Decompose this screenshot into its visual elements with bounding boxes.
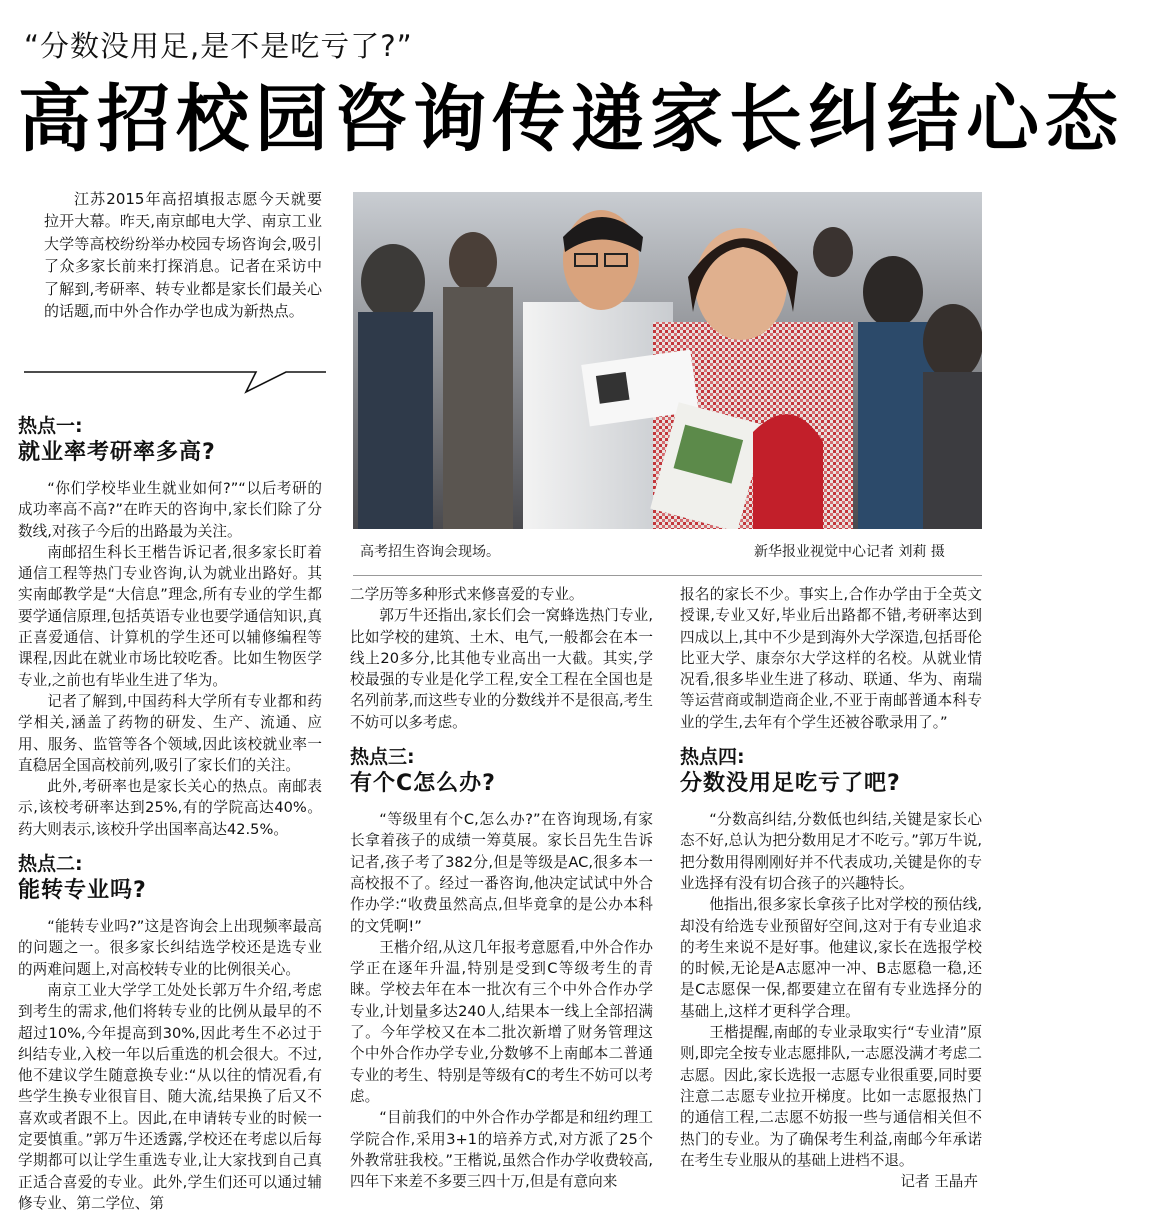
section-3-title: 有个C怎么办? [350,771,496,797]
paragraph: 他指出,很多家长拿孩子比对学校的预估线,却没有给选专业预留好空间,这对于有专业追求的考生来说不是好事。他建议,家长在选报学校的时候,无论是A志愿冲一冲、B志愿稳一稳,还是C志愿保一保,都要建立在留有专业选择分的基础上,这样才更科学合理。 [680,896,982,1020]
section-1-title: 就业率考研率多高? [18,440,216,465]
section-4-title: 分数没用足吃亏了吧? [680,771,901,797]
speech-bubble-divider [24,358,330,398]
paragraph: 南邮招生科长王楷告诉记者,很多家长盯着通信工程等热门专业咨询,认为就业出路好。其实南邮教学是“大信息”理念,所有专业的学生都要学通信原理,包括英语专业也要学通信知识,真正喜爱通信、计算机的学生还可以辅修编程等课程,因此在就业市场比较吃香。比如生物医学专业,之前也有毕业生进了华为。 [18,543,322,689]
paragraph: 二学历等多种形式来修喜爱的专业。 [350,586,584,603]
section-1-label: 热点一: [18,415,83,437]
paragraph: “能转专业吗?”这是咨询会上出现频率最高的问题之一。很多家长纠结选学校还是选专业的两难问题上,对高校转专业的比例很关心。 [18,918,322,978]
divider [353,575,982,576]
paragraph: 郭万牛还指出,家长们会一窝蜂选热门专业,比如学校的建筑、土木、电气,一般都会在本一线上20多分,比其他专业高出一大截。其实,学校最强的专业是化学工程,安全工程在全国也是名列前茅,而这些专业的分数线并不是很高,考生不妨可以多考虑。 [350,607,653,731]
column-3 [680,584,982,1192]
paragraph: “等级里有个C,怎么办?”在咨询现场,有家长拿着孩子的成绩一筹莫展。家长吕先生告诉记者,孩子考了382分,但是等级是AC,很多本一高校报不了。经过一番咨询,他决定试试中外合作办学:“收费虽然高点,但毕竟拿的是公办本科的文凭啊!” [350,811,653,935]
paragraph: 王楷介绍,从这几年报考意愿看,中外合作办学正在逐年升温,特别是受到C等级考生的青睐。学校去年在本一批次有三个中外合作办学专业,计划量多达240人,结果本一线上全部招满了。今年学校又在本二批次新增了财务管理这个中外合作办学专业,分数够不上南邮本二普通专业的考生、特别是等级有C的考生不妨可以考虑。 [350,938,653,1105]
column-2 [350,584,653,1192]
paragraph: “你们学校毕业生就业如何?”“以后考研的成功率高不高?”在昨天的咨询中,家长们除了分数线,对孩子今后的出路最为关注。 [18,480,322,540]
section-2-label: 热点二: [18,853,83,876]
kicker: “分数没用足,是不是吃亏了?” [24,29,413,63]
paragraph: 此外,考研率也是家长关心的热点。南邮表示,该校考研率达到25%,有的学院高达40%。药大则表示,该校升学出国率高达42.5%。 [18,778,322,838]
paragraph: 报名的家长不少。事实上,合作办学由于全英文授课,专业又好,毕业后出路都不错,考研率达到四成以上,其中不少是到海外大学深造,包括哥伦比亚大学、康奈尔大学这样的名校。从就业情况看,很多毕业生进了移动、联通、华为、南瑞等运营商或制造商企业,不亚于南邮普通本科专业的学生,去年有个学生还被谷歌录用了。” [680,586,982,731]
headline: 高招校园咨询传递家长纠结心态 [18,77,1124,162]
photo-credit: 新华报业视觉中心记者 刘莉 摄 [754,544,945,560]
section-2-title: 能转专业吗? [18,878,147,904]
intro-paragraph: 江苏2015年高招填报志愿今天就要拉开大幕。昨天,南京邮电大学、南京工业大学等高校纷纷举办校园专场咨询会,吸引了众多家长前来打探消息。记者在采访中了解到,考研率、转专业都是家长们最关心的话题,而中外合作办学也成为新热点。 [44,190,322,321]
photo-illustration [353,192,982,529]
paragraph: 记者了解到,中国药科大学所有专业都和药学相关,涵盖了药物的研发、生产、流通、应用、服务、监管等各个领域,因此该校就业率一直稳居全国高校前列,吸引了家长们的关注。 [18,692,322,774]
paragraph: “目前我们的中外合作办学都是和纽约理工学院合作,采用3+1的培养方式,对方派了25个外教常驻我校。”王楷说,虽然合作办学收费较高,四年下来差不多要三四十万,但是有意向来 [350,1109,653,1191]
paragraph: “分数高纠结,分数低也纠结,关键是家长心态不好,总认为把分数用足才不吃亏。”郭万牛说,把分数用得刚刚好并不代表成功,关键是你的专业选择有没有切合孩子的兴趣特长。 [680,811,982,892]
column-1 [18,408,322,1214]
news-photo [353,192,982,529]
section-3-label: 热点三: [350,746,415,769]
byline: 记者 王晶卉 [900,1173,978,1191]
paragraph: 王楷提醒,南邮的专业录取实行“专业清”原则,即完全按专业志愿排队,一志愿没满才考虑二志愿。因此,家长选报一志愿专业很重要,同时要注意二志愿专业拉开梯度。比如一志愿报热门的通信工程,二志愿不妨报一些与通信相关但不热门的专业。为了确保考生利益,南邮今年承诺在考生专业服从的基础上进档不退。 [680,1024,982,1169]
section-4-label: 热点四: [680,746,745,769]
paragraph: 南京工业大学学工处处长郭万牛介绍,考虑到考生的需求,他们将转专业的比例从最早的不超过10%,今年提高到30%,因此考生不必过于纠结专业,入校一年以后重选的机会很大。不过,他不建议学生随意换专业:“从以往的情况看,有些学生换专业很盲目、随大流,结果换了后又不喜欢或者跟不上。因此,在申请转专业的时候一定要慎重。”郭万牛还透露,学校还在考虑以后每学期都可以让学生重选专业,让大家找到自己真正适合喜爱的专业。此外,学生们还可以通过辅修专业、第二学位、第 [18,981,322,1212]
photo-caption: 高考招生咨询会现场。 [360,544,500,560]
